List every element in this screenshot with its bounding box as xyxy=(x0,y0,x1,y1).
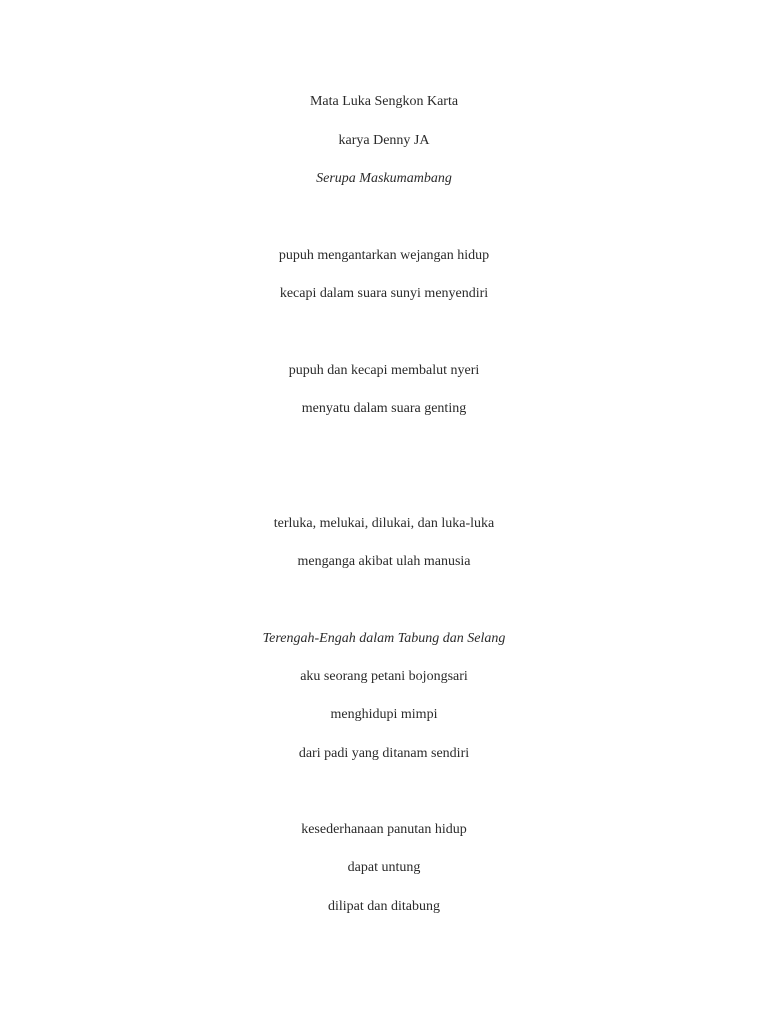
poem-line: dapat untung xyxy=(347,860,421,875)
poem-line: pupuh dan kecapi membalut nyeri xyxy=(288,363,480,378)
section-heading: Terengah-Engah dalam Tabung dan Selang xyxy=(262,631,506,646)
poem-line: aku seorang petani bojongsari xyxy=(300,669,468,684)
poem-line: menyatu dalam suara genting xyxy=(301,401,467,416)
poem-line: menganga akibat ulah manusia xyxy=(297,554,471,569)
poem-line: dari padi yang ditanam sendiri xyxy=(298,746,470,761)
poem-author: karya Denny JA xyxy=(338,133,430,148)
poem-title: Mata Luka Sengkon Karta xyxy=(309,94,459,109)
poem-line: menghidupi mimpi xyxy=(330,707,438,722)
poem-line: kecapi dalam suara sunyi menyendiri xyxy=(279,286,489,301)
poem-line: dilipat dan ditabung xyxy=(328,899,440,914)
section-heading: Serupa Maskumambang xyxy=(316,171,452,186)
poem-line: pupuh mengantarkan wejangan hidup xyxy=(278,248,490,263)
poem-line: terluka, melukai, dilukai, dan luka-luka xyxy=(273,516,495,531)
poem-line: kesederhanaan panutan hidup xyxy=(301,822,467,837)
